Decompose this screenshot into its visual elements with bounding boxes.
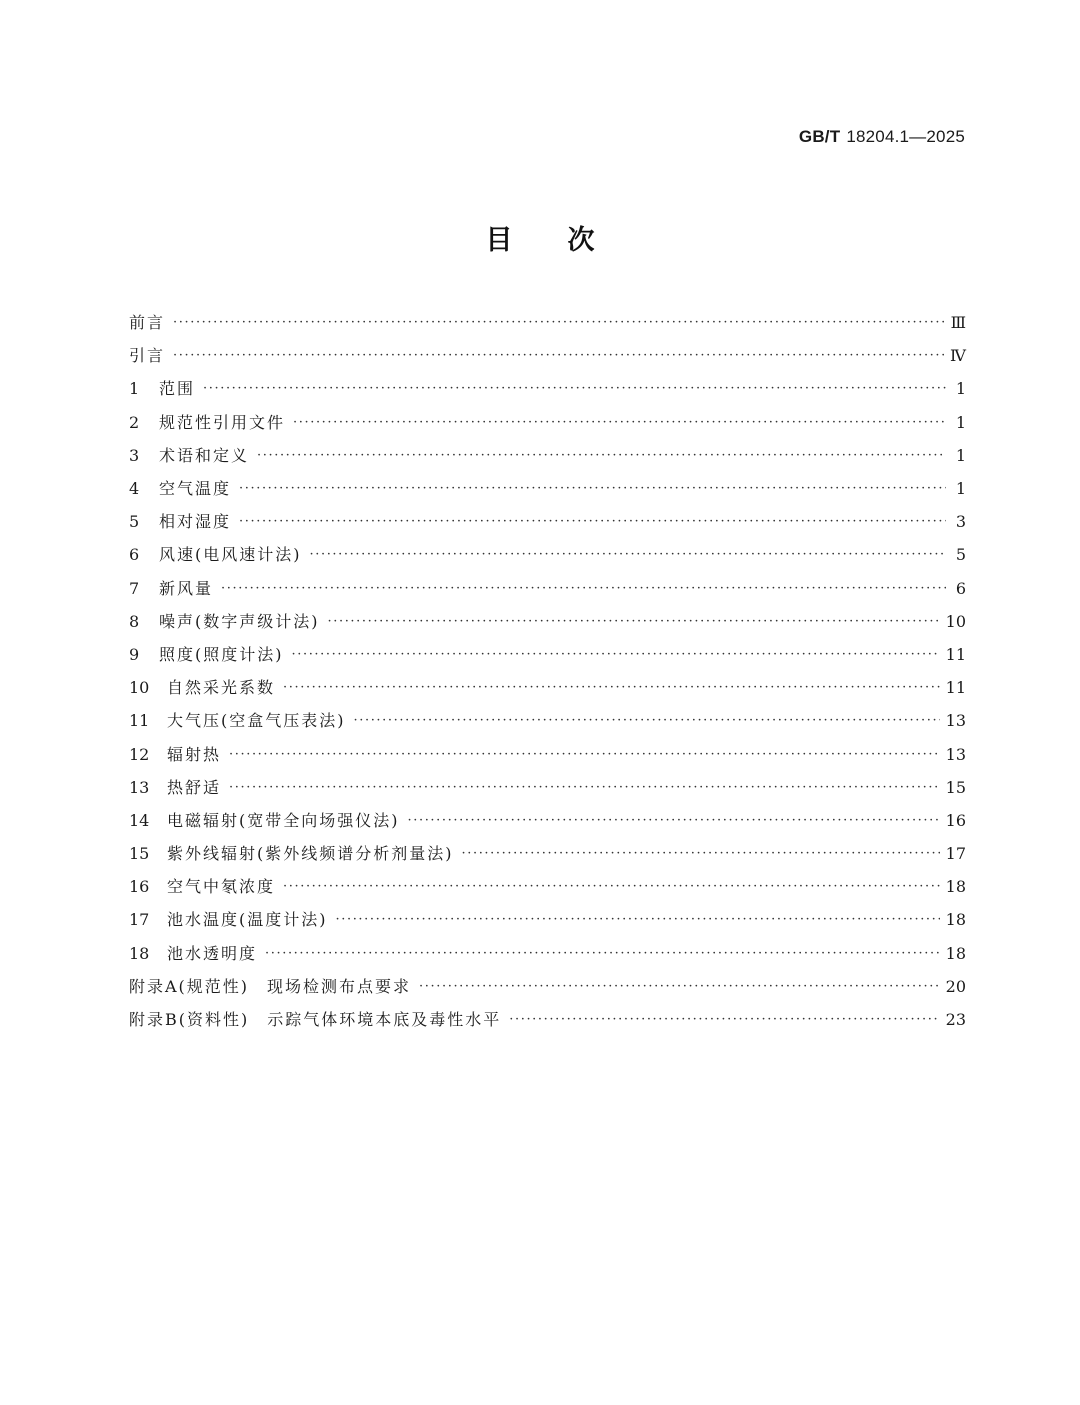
toc-entry-title: 紫外线辐射(紫外线频谱分析剂量法) (167, 844, 454, 864)
toc-entry-page: Ⅳ (950, 346, 966, 366)
toc-dot-leader (310, 538, 947, 571)
toc-dot-leader (509, 1003, 939, 1036)
toc-dot-leader (283, 671, 940, 704)
toc-entry[interactable] (129, 372, 966, 405)
toc-dot-leader (419, 970, 940, 1003)
toc-entry-number: 16 (129, 877, 150, 897)
toc-entry-title: 辐射热 (167, 744, 222, 764)
toc-entry[interactable] (129, 704, 966, 737)
toc-entry-number: 2 (129, 412, 140, 432)
toc-entry-page: 3 (955, 512, 966, 532)
toc-dot-leader (229, 771, 940, 804)
toc-entry-page: 20 (945, 976, 966, 996)
toc-entry-title: 照度(照度计法) (159, 644, 284, 664)
toc-dot-leader (354, 704, 940, 737)
toc-entry-title: 范围 (159, 379, 196, 399)
toc-dot-leader (257, 439, 946, 472)
toc-entry[interactable] (129, 306, 966, 339)
toc-dot-leader (293, 406, 946, 439)
toc-entry[interactable] (129, 737, 966, 770)
toc-entry-number: 4 (129, 479, 140, 499)
toc-entry[interactable] (129, 538, 966, 571)
toc-entry[interactable] (129, 1003, 966, 1036)
toc-entry-number: 18 (129, 943, 150, 963)
toc-entry-page: 1 (955, 445, 966, 465)
toc-entry-number: 8 (129, 611, 140, 631)
toc-dot-leader (173, 306, 945, 339)
toc-dot-leader (239, 472, 946, 505)
toc-entry-title: 相对湿度 (159, 512, 232, 532)
toc-entry-title: 术语和定义 (159, 445, 250, 465)
toc-entry[interactable] (129, 970, 966, 1003)
toc-entry[interactable] (129, 771, 966, 804)
toc-entry-number: 17 (129, 910, 150, 930)
toc-dot-leader (221, 572, 946, 605)
toc-entry-title: 大气压(空盒气压表法) (167, 711, 346, 731)
toc-entry-title: 自然采光系数 (167, 678, 276, 698)
toc-dot-leader (229, 738, 940, 771)
toc-entry-page: 18 (945, 877, 966, 897)
toc-entry-title: 池水温度(温度计法) (167, 910, 328, 930)
toc-entry[interactable] (129, 605, 966, 638)
toc-entry-number: 10 (129, 678, 150, 698)
toc-entry[interactable] (129, 505, 966, 538)
page-title: 目次 (485, 225, 650, 256)
table-of-contents (129, 306, 966, 1036)
toc-entry-title: 噪声(数字声级计法) (159, 611, 320, 631)
toc-entry-number: 13 (129, 777, 150, 797)
standard-code (799, 127, 965, 147)
toc-entry-number: 14 (129, 810, 150, 830)
toc-entry-page: 6 (955, 578, 966, 598)
toc-entry-page: 1 (955, 479, 966, 499)
toc-entry-title: 风速(电风速计法) (159, 545, 302, 565)
toc-dot-leader (173, 339, 944, 372)
toc-entry-title: 新风量 (159, 578, 214, 598)
toc-entry-page: 17 (945, 844, 966, 864)
toc-entry-page: 1 (955, 379, 966, 399)
toc-entry[interactable] (129, 406, 966, 439)
toc-entry-page: 11 (945, 678, 966, 698)
standard-number: 18204.1—2025 (846, 127, 965, 146)
toc-entry-number: 12 (129, 744, 150, 764)
toc-entry[interactable] (129, 638, 966, 671)
toc-entry[interactable] (129, 439, 966, 472)
toc-dot-leader (265, 937, 940, 970)
toc-entry-page: 13 (945, 711, 966, 731)
toc-entry-page: 5 (955, 545, 966, 565)
toc-entry-page: Ⅲ (950, 313, 966, 333)
toc-entry-page: 18 (945, 943, 966, 963)
toc-entry-title: 引言 (129, 346, 166, 366)
toc-entry[interactable] (129, 870, 966, 903)
toc-entry[interactable] (129, 837, 966, 870)
toc-entry-title: 空气温度 (159, 479, 232, 499)
toc-entry-title: 附录A(规范性) 现场检测布点要求 (129, 976, 412, 996)
toc-entry-title: 池水透明度 (167, 943, 258, 963)
toc-dot-leader (462, 837, 940, 870)
toc-entry[interactable] (129, 671, 966, 704)
toc-entry[interactable] (129, 339, 966, 372)
toc-dot-leader (283, 870, 940, 903)
toc-entry-number: 3 (129, 445, 140, 465)
toc-entry-page: 1 (955, 412, 966, 432)
toc-entry-page: 11 (945, 644, 966, 664)
toc-entry-title: 附录B(资料性) 示踪气体环境本底及毒性水平 (129, 1010, 502, 1030)
toc-entry[interactable] (129, 472, 966, 505)
toc-entry-number: 15 (129, 844, 150, 864)
toc-entry[interactable] (129, 572, 966, 605)
toc-dot-leader (336, 903, 940, 936)
toc-entry-title: 规范性引用文件 (159, 412, 286, 432)
toc-entry[interactable] (129, 937, 966, 970)
toc-entry-number: 1 (129, 379, 140, 399)
toc-entry[interactable] (129, 804, 966, 837)
toc-entry-title: 空气中氡浓度 (167, 877, 276, 897)
toc-dot-leader (203, 372, 946, 405)
toc-entry-number: 11 (129, 711, 150, 731)
toc-entry-page: 10 (945, 611, 966, 631)
toc-entry-number: 6 (129, 545, 140, 565)
toc-entry-page: 18 (945, 910, 966, 930)
toc-dot-leader (408, 804, 940, 837)
toc-entry-title: 前言 (129, 313, 166, 333)
toc-entry-title: 电磁辐射(宽带全向场强仪法) (167, 810, 400, 830)
toc-entry[interactable] (129, 903, 966, 936)
toc-entry-page: 16 (945, 810, 966, 830)
toc-entry-number: 9 (129, 644, 140, 664)
toc-entry-page: 15 (945, 777, 966, 797)
toc-entry-number: 7 (129, 578, 140, 598)
toc-dot-leader (239, 505, 946, 538)
toc-entry-page: 23 (945, 1010, 966, 1030)
standard-prefix: GB/T (798, 127, 841, 146)
toc-dot-leader (328, 605, 940, 638)
toc-entry-title: 热舒适 (167, 777, 222, 797)
toc-entry-number: 5 (129, 512, 140, 532)
toc-entry-page: 13 (945, 744, 966, 764)
toc-dot-leader (292, 638, 940, 671)
